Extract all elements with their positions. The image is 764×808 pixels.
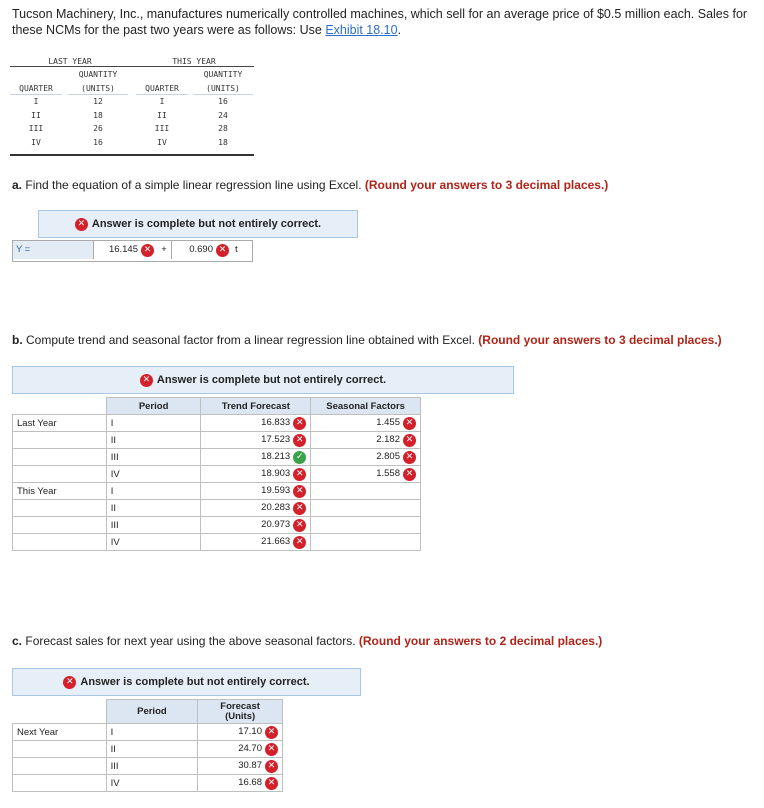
period-label: III	[106, 758, 198, 775]
trend-forecast-input[interactable]: 16.833 ✕	[201, 415, 311, 432]
forecast-table	[12, 699, 283, 792]
forecast-input[interactable]: 16.68 ✕	[198, 775, 283, 792]
error-icon: ✕	[265, 777, 278, 790]
error-icon: ✕	[293, 434, 306, 447]
forecast-input[interactable]: 24.70 ✕	[198, 741, 283, 758]
exhibit-link[interactable]: Exhibit 18.10	[325, 23, 398, 37]
t-label: t	[235, 244, 238, 255]
seasonal-factor-input[interactable]: 1.455 ✕	[311, 415, 421, 432]
seasonal-factor-empty	[311, 500, 421, 517]
period-label: II	[106, 500, 201, 517]
exhibit-cell-q1: IV	[31, 137, 41, 147]
period-label: I	[106, 724, 198, 741]
error-icon: ✕	[293, 468, 306, 481]
exhibit-cell-v2: 24	[218, 110, 228, 120]
table-row	[13, 483, 421, 500]
exhibit-cell-q1: III	[28, 124, 44, 133]
year-label	[13, 775, 107, 792]
table-row	[13, 449, 421, 466]
error-icon: ✕	[140, 374, 153, 387]
seasonal-factor-input[interactable]: 2.805 ✕	[311, 449, 421, 466]
answer-banner-a: ✕ Answer is complete but not entirely correct.	[38, 210, 358, 238]
year-label	[13, 432, 107, 449]
year-label	[13, 466, 107, 483]
forecast-input[interactable]: 17.10 ✕	[198, 724, 283, 741]
trend-forecast-input[interactable]: 20.283 ✕	[201, 500, 311, 517]
error-icon: ✕	[403, 417, 416, 430]
seasonal-factors-header: Seasonal Factors	[311, 398, 421, 415]
year-label: Last Year	[13, 415, 107, 432]
year-label: This Year	[13, 483, 107, 500]
year-label	[13, 517, 107, 534]
period-label: I	[106, 415, 201, 432]
exhibit-cell-v2: 16	[218, 97, 228, 106]
error-icon: ✕	[293, 417, 306, 430]
intercept-input[interactable]: 16.145 ✕	[93, 241, 157, 259]
error-icon: ✕	[403, 451, 416, 464]
regression-equation	[12, 240, 253, 262]
seasonal-factor-empty	[311, 534, 421, 551]
exhibit-cell-q2: II	[157, 110, 167, 120]
year-label	[13, 449, 107, 466]
exhibit-cell-v1: 16	[93, 137, 103, 147]
trend-forecast-input[interactable]: 18.213 ✓	[201, 449, 311, 466]
error-icon: ✕	[265, 760, 278, 773]
period-label: IV	[106, 466, 201, 483]
quarter-header-1: QUARTER	[19, 84, 53, 93]
question-c: c. Forecast sales for next year using the above seasonal factors. (Round your answers to 2 decimal places.)	[12, 634, 603, 648]
exhibit-cell-q2: III	[154, 124, 170, 133]
answer-banner-b: ✕ Answer is complete but not entirely correct.	[12, 366, 514, 394]
period-label: I	[106, 483, 201, 500]
exhibit-table	[10, 57, 254, 156]
trend-forecast-header: Trend Forecast	[201, 398, 311, 415]
this-year-header: THIS YEAR	[172, 57, 216, 66]
seasonal-factor-input[interactable]: 1.558 ✕	[311, 466, 421, 483]
table-row	[13, 432, 421, 449]
table-row	[13, 758, 283, 775]
year-label	[13, 500, 107, 517]
table-row	[13, 775, 283, 792]
exhibit-cell-v1: 18	[93, 110, 103, 120]
year-label	[13, 741, 107, 758]
trend-forecast-input[interactable]: 19.593 ✕	[201, 483, 311, 500]
table-row	[13, 500, 421, 517]
slope-input[interactable]: 0.690 ✕	[171, 241, 232, 259]
quantity-header-1: QUANTITY	[78, 70, 118, 79]
exhibit-cell-q1: II	[31, 110, 41, 120]
exhibit-cell-v1: 12	[93, 97, 103, 106]
period-label: III	[106, 449, 201, 466]
error-icon: ✕	[293, 485, 306, 498]
trend-table	[12, 397, 421, 551]
error-icon: ✕	[403, 468, 416, 481]
problem-intro: Tucson Machinery, Inc., manufactures numerically controlled machines, which sell for an average price of $0.5 million each. Sales for these NCMs for the past two years were as follows: Use Exhibit 18.10.	[12, 7, 748, 37]
table-row	[13, 724, 283, 741]
period-label: IV	[106, 775, 198, 792]
period-label: IV	[106, 534, 201, 551]
exhibit-cell-v1: 26	[93, 124, 103, 133]
period-header-c: Period	[106, 700, 198, 724]
error-icon: ✕	[293, 536, 306, 549]
trend-forecast-input[interactable]: 20.973 ✕	[201, 517, 311, 534]
error-icon: ✕	[265, 743, 278, 756]
question-a: a. Find the equation of a simple linear regression line using Excel. (Round your answers to 3 decimal places.)	[12, 178, 609, 192]
forecast-input[interactable]: 30.87 ✕	[198, 758, 283, 775]
exhibit-cell-q2: IV	[157, 137, 167, 147]
table-row	[13, 534, 421, 551]
year-label: Next Year	[13, 724, 107, 741]
exhibit-cell-q2: I	[159, 97, 165, 106]
error-icon: ✕	[63, 676, 76, 689]
trend-forecast-input[interactable]: 17.523 ✕	[201, 432, 311, 449]
table-row	[13, 415, 421, 432]
error-icon: ✕	[75, 218, 88, 231]
error-icon: ✕	[216, 244, 229, 257]
correct-icon: ✓	[293, 451, 306, 464]
exhibit-cell-q1: I	[33, 97, 39, 106]
quantity-header-2: QUANTITY	[203, 70, 243, 79]
forecast-header: Forecast (Units)	[198, 700, 283, 724]
table-row	[13, 517, 421, 534]
error-icon: ✕	[265, 726, 278, 739]
units-header-2: (UNITS)	[206, 84, 240, 93]
error-icon: ✕	[403, 434, 416, 447]
period-label: II	[106, 741, 198, 758]
last-year-header: LAST YEAR	[48, 57, 92, 66]
seasonal-factor-empty	[311, 483, 421, 500]
table-row	[13, 741, 283, 758]
error-icon: ✕	[141, 244, 154, 257]
trend-forecast-input[interactable]: 18.903 ✕	[201, 466, 311, 483]
y-label: Y =	[13, 241, 93, 259]
plus-sign: +	[161, 244, 167, 255]
year-label	[13, 534, 107, 551]
quarter-header-2: QUARTER	[145, 84, 179, 93]
period-label: II	[106, 432, 201, 449]
units-header-1: (UNITS)	[81, 84, 115, 93]
exhibit-cell-v2: 28	[218, 124, 228, 133]
error-icon: ✕	[293, 519, 306, 532]
trend-forecast-input[interactable]: 21.663 ✕	[201, 534, 311, 551]
question-b: b. Compute trend and seasonal factor from a linear regression line obtained with Excel. (Round your answers to 3 decimal places.)	[12, 333, 722, 347]
seasonal-factor-empty	[311, 517, 421, 534]
answer-banner-c: ✕ Answer is complete but not entirely correct.	[12, 668, 361, 696]
table-row	[13, 466, 421, 483]
exhibit-cell-v2: 18	[218, 137, 228, 147]
seasonal-factor-input[interactable]: 2.182 ✕	[311, 432, 421, 449]
period-header: Period	[106, 398, 201, 415]
period-label: III	[106, 517, 201, 534]
error-icon: ✕	[293, 502, 306, 515]
year-label	[13, 758, 107, 775]
